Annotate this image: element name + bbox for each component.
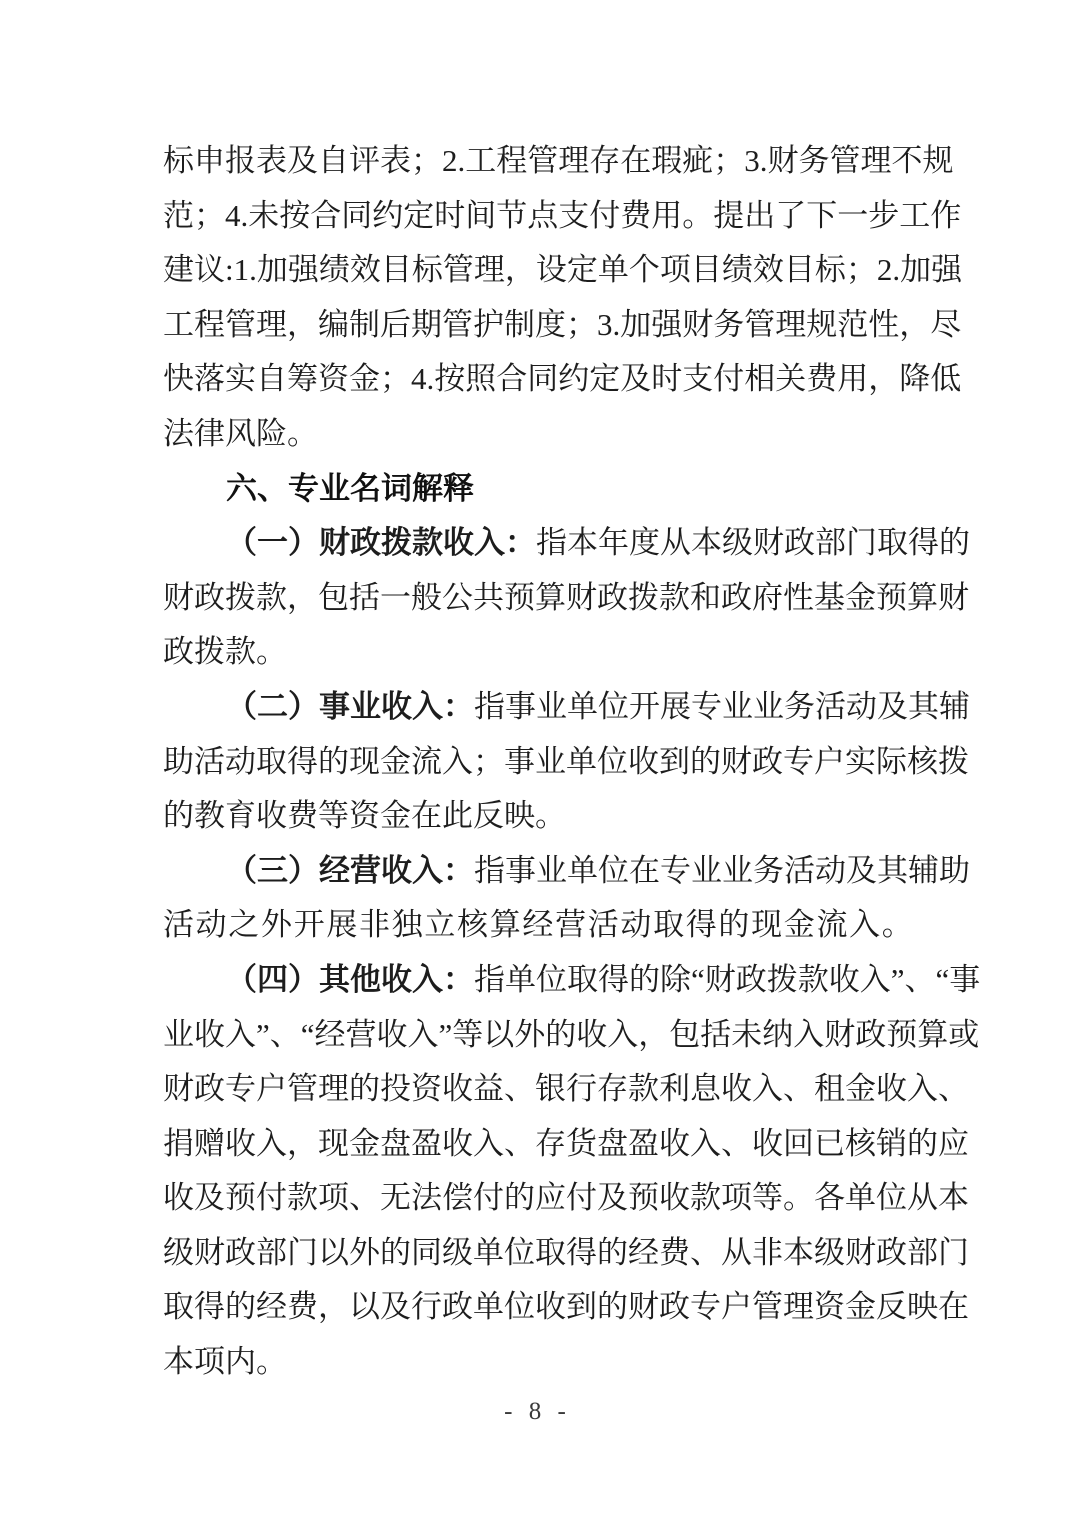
text-line: 财 政 拨 款 ， 包 括 一 般 公 共 预 算 财 政 拨 款 和 政 府 性 基 金 预 算 财 [163, 579, 969, 615]
text-line: 业 收 入 ” 、 “ 经 营 收 入 ” 等 以 外 的 收 入 ， 包 括 未 纳 入 财 政 预 算 或 [163, 1016, 980, 1052]
text-line: 范 ； 4 . 未 按 合 同 约 定 时 间 节 点 支 付 费 用 。 提 出 了 下 一 步 工 作 [163, 197, 962, 233]
text-line: 标 申 报 表 及 自 评 表 ； 2 . 工 程 管 理 存 在 瑕 疵 ； 3 . 财 务 管 理 不 规 [163, 143, 954, 178]
text-line: 活 动 之 外 开 展 非 独 立 核 算 经 营 活 动 取 得 的 现 金 流 入 。 [163, 907, 913, 943]
text-line: 快 落 实 自 筹 资 金 ； 4 . 按 照 合 同 约 定 及 时 支 付 相 关 费 用 ， 降 低 [163, 361, 962, 397]
text-line: 捐 赠 收 入 ， 现 金 盘 盈 收 入 、 存 货 盘 盈 收 入 、 收 回 已 核 销 的 应 [163, 1125, 969, 1161]
text-line: 助 活 动 取 得 的 现 金 流 入 ； 事 业 单 位 收 到 的 财 政 专 户 实 际 核 拨 [163, 743, 969, 779]
text-line: 政拨款。 [163, 634, 287, 670]
term-definition-line: （ 四 ） 其 他 收 入 ： 指 单 位 取 得 的 除 “ 财 政 拨 款 收 入 ” 、 “ 事 [226, 961, 981, 997]
text-line: 本项内。 [163, 1344, 287, 1380]
document-content [163, 134, 981, 1390]
term-definition-line: （ 二 ） 事 业 收 入 ： 指 事 业 单 位 开 展 专 业 业 务 活 动 及 其 辅 [226, 688, 970, 724]
text-line: 取 得 的 经 费 ， 以 及 行 政 单 位 收 到 的 财 政 专 户 管 理 资 金 反 映 在 [163, 1289, 969, 1325]
text-line: 法律风险。 [163, 415, 318, 451]
term-definition-line: （ 一 ） 财 政 拨 款 收 入 ： 指 本 年 度 从 本 级 财 政 部 门 取 得 的 [226, 525, 970, 561]
text-line: 收 及 预 付 款 项 、 无 法 偿 付 的 应 付 及 预 收 款 项 等 。 各 单 位 从 本 [163, 1180, 969, 1216]
text-line: 的教育收费等资金在此反映。 [163, 798, 566, 834]
text-line: 建 议 : 1 . 加 强 绩 效 目 标 管 理 ， 设 定 单 个 项 目 绩 效 目 标 ； 2 . 加 强 [163, 252, 963, 288]
term-definition-line: （ 三 ） 经 营 收 入 ： 指 事 业 单 位 在 专 业 业 务 活 动 及 其 辅 助 [226, 852, 970, 888]
text-line: 工 程 管 理 ， 编 制 后 期 管 护 制 度 ； 3 . 加 强 财 务 管 理 规 范 性 ， 尽 [163, 306, 962, 342]
page-number: - 8 - [504, 1398, 571, 1425]
section-heading: 六、专业名词解释 [226, 470, 474, 506]
text-line: 财 政 专 户 管 理 的 投 资 收 益 、 银 行 存 款 利 息 收 入 、 租 金 收 入 、 [163, 1071, 969, 1107]
text-line: 级 财 政 部 门 以 外 的 同 级 单 位 取 得 的 经 费 、 从 非 本 级 财 政 部 门 [163, 1234, 969, 1270]
